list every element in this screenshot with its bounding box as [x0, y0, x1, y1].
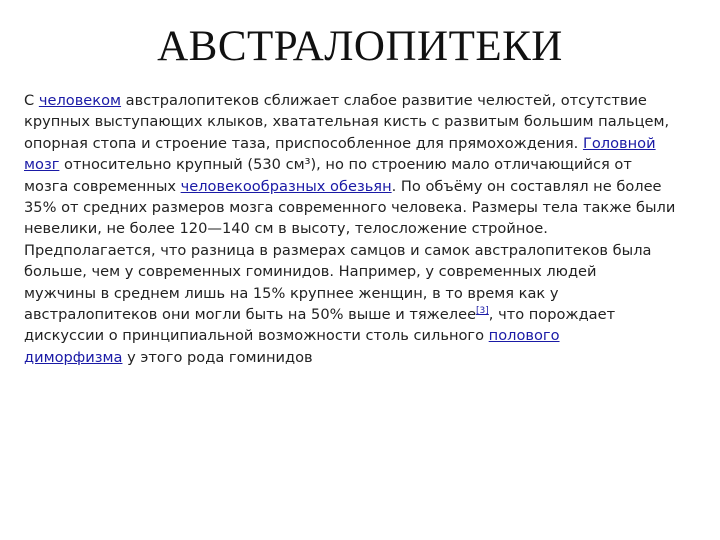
text-segment: австралопитеков сближает слабое развитие челюстей, отсутствие: [121, 92, 647, 109]
link-chelovek[interactable]: человеком: [38, 92, 122, 109]
text-line: [24, 176, 696, 197]
text-line: мужчины в среднем лишь на 15% крупнее женщин, в то время как у: [24, 284, 559, 302]
text-line: [24, 325, 696, 346]
link-dimorfizma[interactable]: диморфизма: [24, 348, 123, 366]
text-segment: у этого рода гоминидов: [122, 348, 313, 366]
text-line: [24, 133, 696, 154]
text-line: [24, 154, 696, 175]
text-segment: австралопитеков они могли быть на 50% выше и тяжелее: [24, 305, 477, 323]
text-line: [24, 347, 696, 368]
text-segment: . По объёму он составлял не более: [391, 177, 662, 195]
text-segment: дискуссии о принципиальной возможности столь сильного: [24, 327, 489, 345]
reference-link[interactable]: [3]: [476, 306, 489, 317]
text-line: Предполагается, что разница в размерах самцов и самок австралопитеков была: [24, 241, 652, 259]
text-segment: опорная стопа и строение таза, приспособленное для прямохождения.: [24, 134, 583, 152]
text-line: невелики, не более 120—140 см в высоту, телосложение стройное.: [24, 220, 548, 238]
text-line: [24, 304, 696, 325]
link-golovnoy[interactable]: Головной: [582, 134, 656, 152]
link-chelovekoobraznye-obezyany[interactable]: человекообразных обезьян: [180, 177, 392, 195]
link-polovogo[interactable]: полового: [488, 327, 560, 345]
text-line: 35% от средних размеров мозга современного человека. Размеры тела также были: [24, 198, 676, 216]
text-line: больше, чем у современных гоминидов. Например, у современных людей: [24, 263, 597, 281]
text-segment: , что порождает: [488, 305, 616, 323]
text-line: крупных выступающих клыков, хватательная кисть с развитым большим пальцем,: [24, 113, 670, 131]
text-segment: С: [24, 92, 39, 109]
link-mozg[interactable]: мозг: [24, 156, 60, 174]
text-segment: относительно крупный (530 см³), но по строению мало отличающийся от: [59, 156, 632, 174]
slide-title: АВСТРАЛОПИТЕКИ: [157, 23, 563, 70]
text-segment: мозга современных: [24, 177, 181, 195]
slide-body-text: [24, 90, 696, 368]
text-line: [24, 90, 696, 111]
